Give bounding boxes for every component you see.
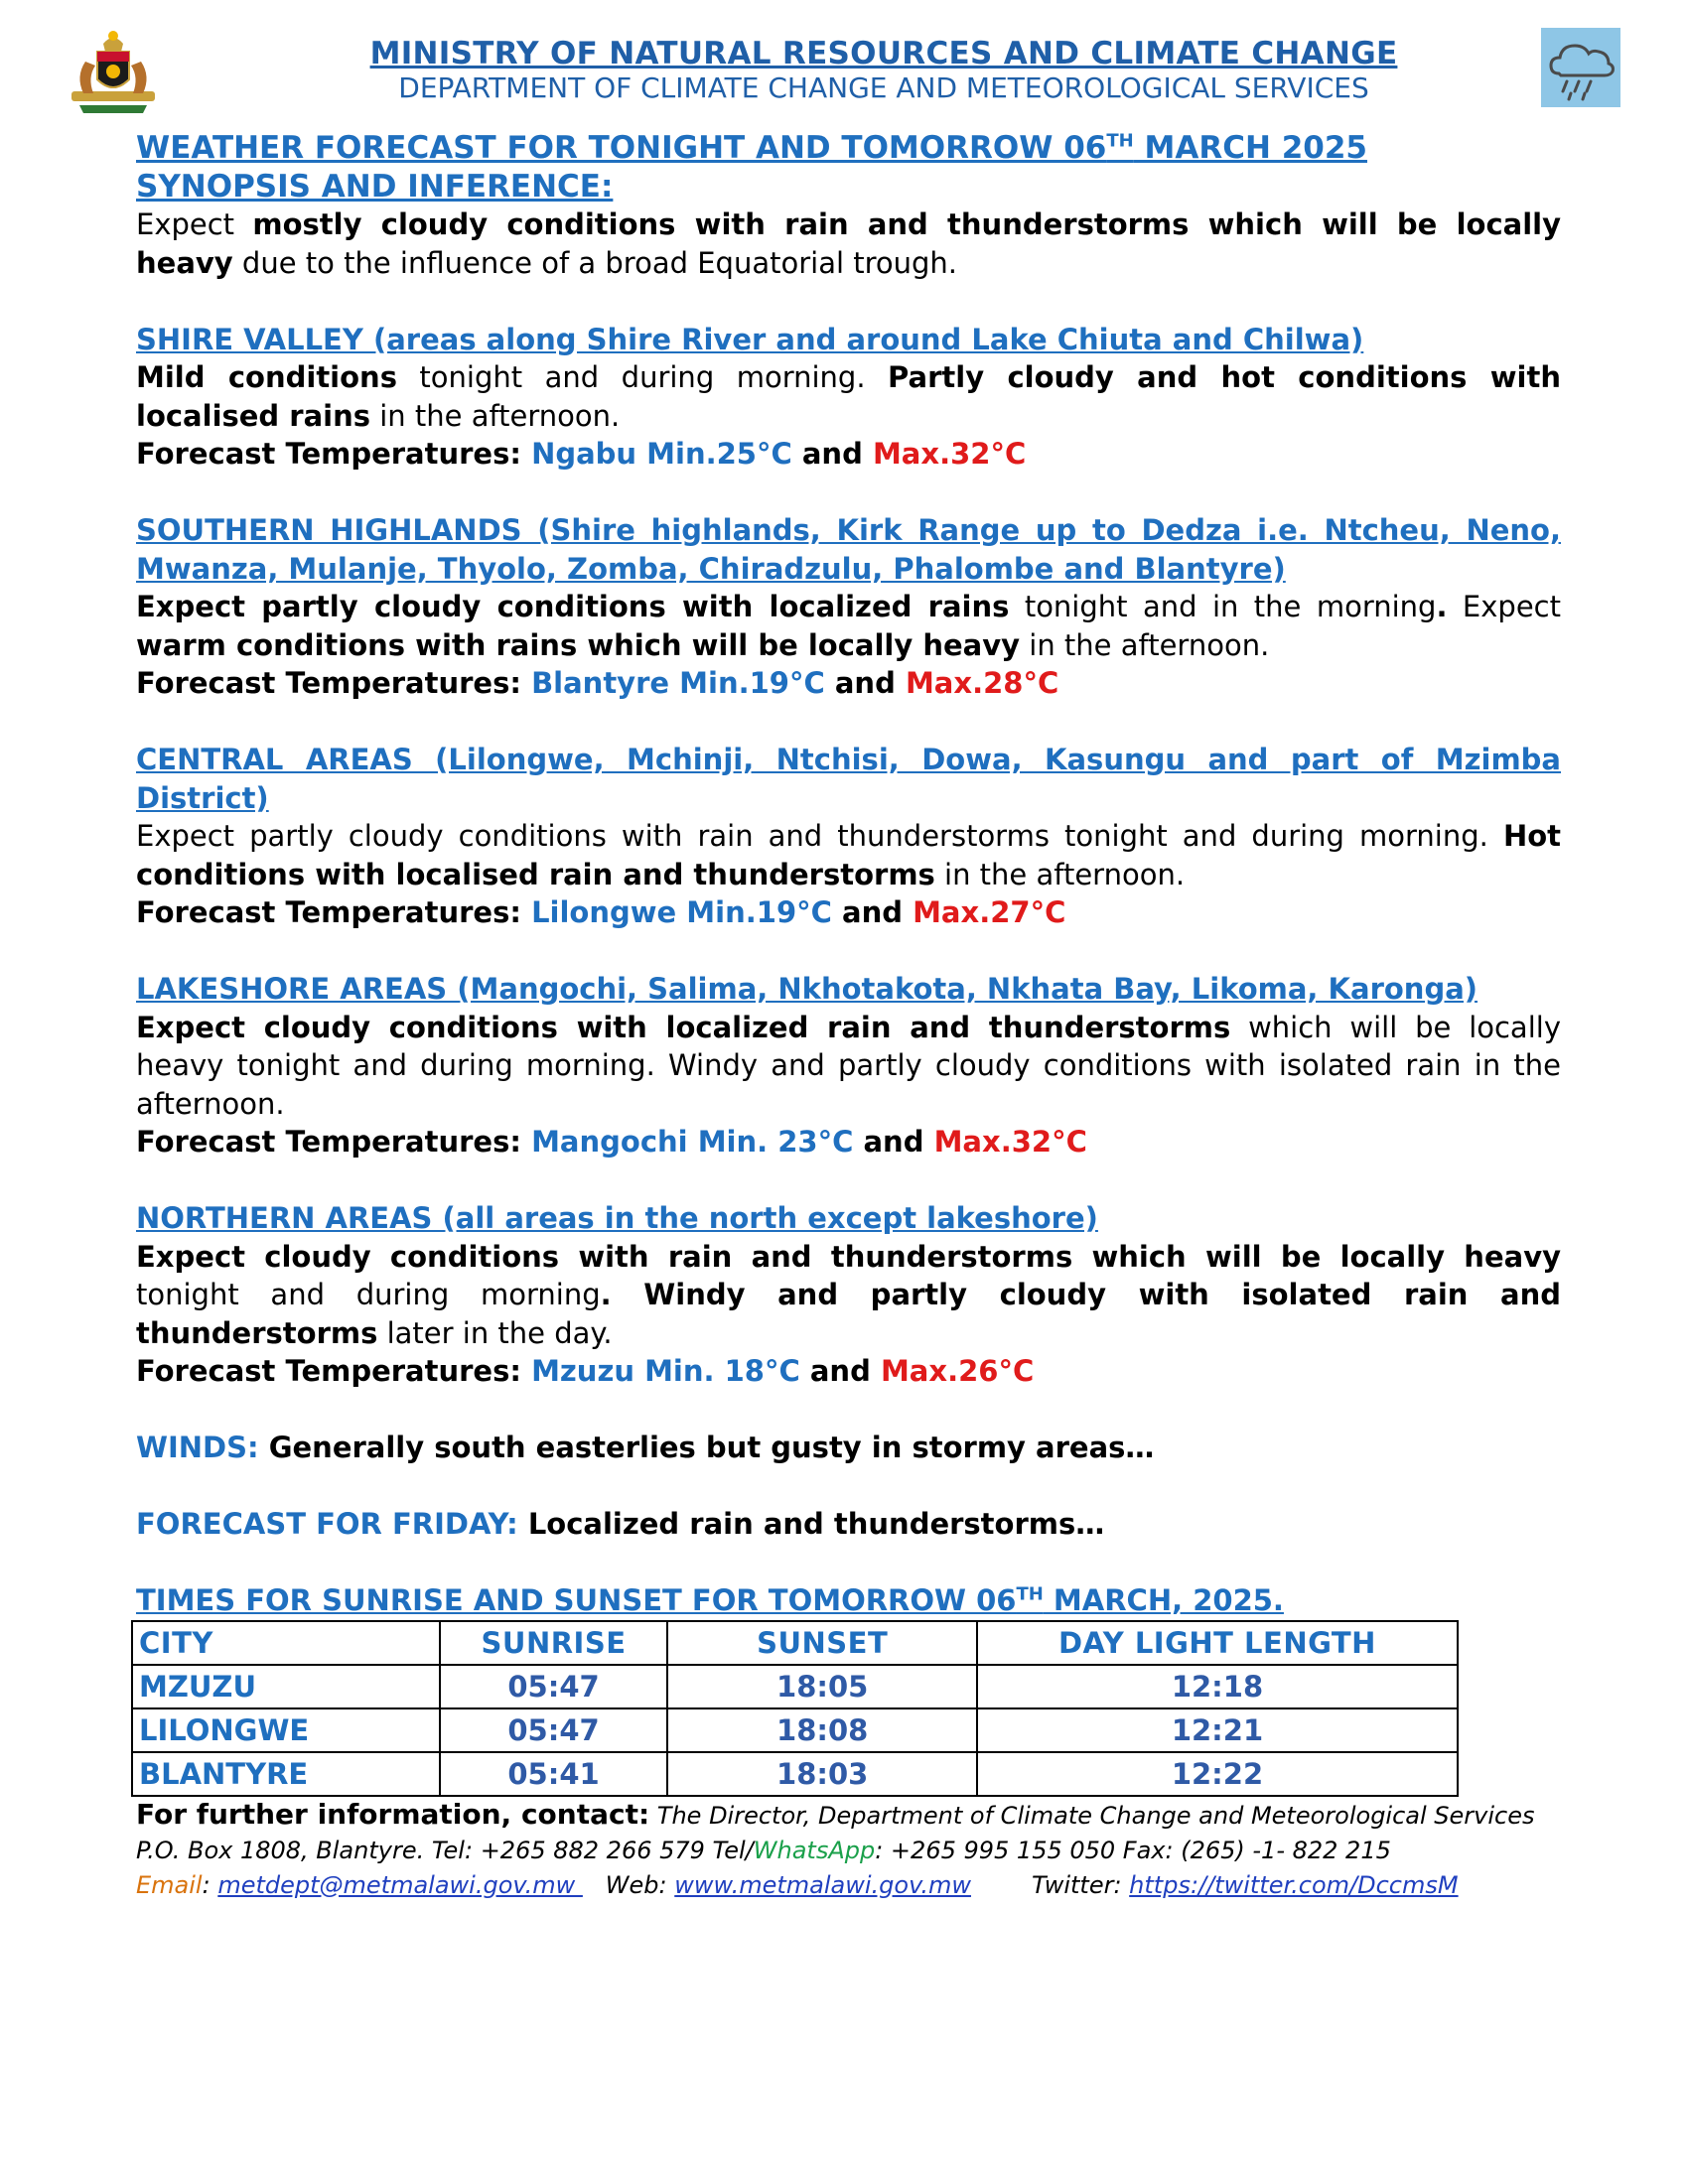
column-header: CITY (132, 1621, 440, 1665)
northern-areas-text: Expect cloudy conditions with rain and thunderstorms which will be locally heavy tonight and during morning. Windy and partly cloudy with isolated rain and thunderstorms later in the day. (136, 1239, 1561, 1350)
lakeshore-areas-heading: LAKESHORE AREAS (Mangochi, Salima, Nkhotakota, Nkhata Bay, Likoma, Karonga) (136, 972, 1478, 1006)
northern-areas-heading: NORTHERN AREAS (all areas in the north except lakeshore) (136, 1201, 1098, 1235)
sunrise-cell: 05:41 (440, 1752, 668, 1796)
contact-line-3: Email: metdept@metmalawi.gov.mw Web: www.metmalawi.gov.mw Twitter: https://twitter.com/DccmsM (136, 1870, 1459, 1899)
forecast-title: WEATHER FORECAST FOR TONIGHT AND TOMORROW 06TH MARCH 2025 (136, 130, 1367, 166)
northern-areas-temps: Forecast Temperatures: Mzuzu Min. 18°C and Max.26°C (136, 1354, 1035, 1388)
sunset-cell: 18:08 (667, 1708, 977, 1752)
friday-forecast-line: FORECAST FOR FRIDAY: Localized rain and thunderstorms… (136, 1507, 1105, 1541)
shire-valley-temps: Forecast Temperatures: Ngabu Min.25°C and Max.32°C (136, 437, 1027, 471)
daylight-cell: 12:22 (977, 1752, 1458, 1796)
column-header: SUNSET (667, 1621, 977, 1665)
synopsis-heading: SYNOPSIS AND INFERENCE: (136, 168, 614, 205)
sunrise-cell: 05:47 (440, 1708, 668, 1752)
contact-footer (136, 1797, 1561, 1903)
winds-line: WINDS: Generally south easterlies but gusty in stormy areas… (136, 1431, 1155, 1464)
sunset-cell: 18:05 (667, 1665, 977, 1708)
coat-of-arms-icon (66, 22, 161, 117)
email-link[interactable]: metdept@metmalawi.gov.mw (217, 1870, 583, 1899)
column-header: DAY LIGHT LENGTH (977, 1621, 1458, 1665)
sunrise-cell: 05:47 (440, 1665, 668, 1708)
central-areas-text: Expect partly cloudy conditions with rain and thunderstorms tonight and during morning. Hot conditions with localised rain and thunderstorms in the afternoon. (136, 819, 1561, 891)
southern-highlands-heading: SOUTHERN HIGHLANDS (Shire highlands, Kirk Range up to Dedza i.e. Ntcheu, Neno, Mwanza, Mulanje, Thyolo, Zomba, Chiradzulu, Phalombe and Blantyre) (136, 513, 1561, 586)
table-row (132, 1665, 1458, 1708)
shire-valley-text: Mild conditions tonight and during morning. Partly cloudy and hot conditions with localised rains in the afternoon. (136, 360, 1562, 433)
contact-line-1: For further information, contact: The Director, Department of Climate Change and Meteorological Services (136, 1797, 1535, 1831)
central-areas-heading: CENTRAL AREAS (Lilongwe, Mchinji, Ntchisi, Dowa, Kasungu and part of Mzimba District) (136, 743, 1561, 815)
city-cell: MZUZU (132, 1665, 440, 1708)
shire-valley-heading: SHIRE VALLEY (areas along Shire River and around Lake Chiuta and Chilwa) (136, 322, 1364, 356)
sun-times-table (131, 1620, 1459, 1797)
table-row (132, 1752, 1458, 1796)
column-header: SUNRISE (440, 1621, 668, 1665)
ministry-title: MINISTRY OF NATURAL RESOURCES AND CLIMATE CHANGE (369, 36, 1398, 71)
table-row (132, 1708, 1458, 1752)
website-link[interactable]: www.metmalawi.gov.mw (674, 1870, 971, 1899)
daylight-cell: 12:21 (977, 1708, 1458, 1752)
sun-times-heading: TIMES FOR SUNRISE AND SUNSET FOR TOMORROW 06TH MARCH, 2025. (136, 1583, 1284, 1617)
daylight-cell: 12:18 (977, 1665, 1458, 1708)
southern-highlands-text: Expect partly cloudy conditions with localized rains tonight and in the morning. Expect warm conditions with rains which will be locally heavy in the afternoon. (136, 590, 1561, 662)
central-areas-temps: Forecast Temperatures: Lilongwe Min.19°C and Max.27°C (136, 895, 1066, 929)
department-title: DEPARTMENT OF CLIMATE CHANGE AND METEOROLOGICAL SERVICES (398, 71, 1369, 104)
forecast-content (136, 129, 1561, 1903)
table-header-row (132, 1621, 1458, 1665)
lakeshore-areas-temps: Forecast Temperatures: Mangochi Min. 23°C and Max.32°C (136, 1125, 1087, 1159)
lakeshore-areas-text: Expect cloudy conditions with localized rain and thunderstorms which will be locally heavy tonight and during morning. Windy and partly cloudy conditions with isolated rain in the afternoon. (136, 1010, 1561, 1121)
city-cell: LILONGWE (132, 1708, 440, 1752)
twitter-link[interactable]: https://twitter.com/DccmsM (1129, 1870, 1459, 1899)
city-cell: BLANTYRE (132, 1752, 440, 1796)
southern-highlands-temps: Forecast Temperatures: Blantyre Min.19°C and Max.28°C (136, 666, 1059, 700)
contact-line-2: P.O. Box 1808, Blantyre. Tel: +265 882 266 579 Tel/WhatsApp: +265 995 155 050 Fax: (265) -1- 822 215 (136, 1836, 1391, 1864)
synopsis-text: Expect mostly cloudy conditions with rain and thunderstorms which will be locally heavy due to the influence of a broad Equatorial trough. (136, 207, 1561, 280)
sunset-cell: 18:03 (667, 1752, 977, 1796)
